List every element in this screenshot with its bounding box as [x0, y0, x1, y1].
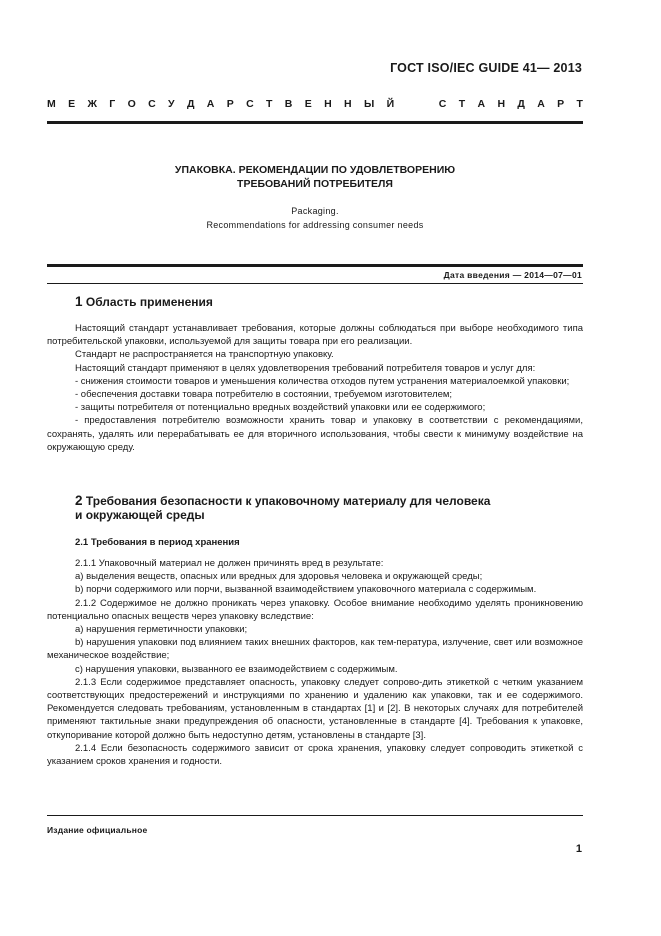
banner-letter: Ы — [363, 98, 375, 110]
section-2-body — [47, 557, 583, 768]
list-item: а) выделения веществ, опасных или вредных для здоровья человека и окружающей среды; — [75, 571, 483, 583]
standard-banner — [47, 98, 583, 110]
paragraph: 2.1.2 Содержимое не должно проникать через упаковку. Особое внимание необходимо уделять проникновению потенциально опасных веществ через упаковку вследствие: — [47, 597, 583, 622]
english-title — [47, 204, 583, 232]
banner-letter: О — [127, 98, 136, 110]
section-number: 1 — [75, 294, 83, 309]
title-rule — [47, 264, 583, 267]
banner-letter: А — [477, 98, 486, 110]
banner-letter: Н — [344, 98, 352, 110]
banner-letter: Р — [226, 98, 234, 110]
section-heading-text: Область применения — [85, 295, 213, 309]
paragraph: Стандарт не распространяется на транспортную упаковку. — [75, 349, 334, 361]
banner-letter: Е — [304, 98, 312, 110]
banner-letter: Й — [386, 98, 395, 110]
banner-letter: Г — [109, 98, 116, 110]
document-code: ГОСТ ISO/IEC GUIDE 41— 2013 — [390, 61, 582, 75]
list-item: b) нарушения упаковки под влиянием таких внешних факторов, как тем-пература, излучение, свет или возможное механическое воздействие; — [47, 637, 583, 662]
banner-letter: Д — [186, 98, 195, 110]
paragraph: 2.1.4 Если безопасность содержимого зависит от срока хранения, упаковку следует сопроводить этикеткой с указанием сроков хранения и годности. — [47, 742, 583, 768]
intro-date: Дата введения — 2014—07—01 — [443, 270, 582, 280]
section-1-body — [47, 322, 583, 454]
banner-letter: А — [537, 98, 545, 110]
edition-label: Издание официальное — [47, 825, 148, 835]
banner-letter: М — [47, 98, 56, 110]
footer-rule — [47, 815, 583, 816]
banner-letter: А — [206, 98, 215, 110]
banner-letter: Н — [497, 98, 506, 110]
banner-letter: Д — [517, 98, 525, 110]
banner-letter: Ж — [87, 98, 97, 110]
banner-letter: Т — [458, 98, 466, 110]
banner-letter: Р — [557, 98, 565, 110]
banner-letter: С — [438, 98, 447, 110]
banner-letter: Н — [324, 98, 332, 110]
section-number: 2 — [75, 493, 83, 508]
list-item: b) порчи содержимого или порчи, вызванной взаимодействием упаковочного материала с содержимым. — [75, 584, 537, 596]
paragraph: 2.1.3 Если содержимое представляет опасность, упаковку следует сопрово-дить этикеткой с четким указанием соответствующих предостережений и инструкциями по хранению и удалению как упаковки, так и ее содержимого. Рекомендуется следовать требованиям, установленным в стандартах [1] и [2]. В некоторых случаях для потребителей применяют тактильные знаки предупреждения об опасности, установленные в стандарте [4]. Требования к упаковке, откупоривание которой должно быть недоступно детям, установлены в стандарте [3]. — [47, 676, 583, 741]
list-item: c) нарушения упаковки, вызванного ее взаимодействием с содержимым. — [75, 663, 398, 675]
banner-letter: В — [284, 98, 293, 110]
banner-letter: Т — [576, 98, 583, 110]
list-item: - снижения стоимости товаров и уменьшения количества отходов путем устранения материалоемкой упаковки; — [75, 375, 570, 387]
banner-letter: Т — [266, 98, 273, 110]
page-number: 1 — [575, 843, 582, 855]
list-item: - предоставления потребителю возможности хранить товар и упаковку в соответствии с рекомендациями, сохранять, удалять или перерабатывать ее для вторичного использования, чтобы свести к минимуму воздействие на окружающую среду. — [47, 415, 583, 453]
banner-gap — [406, 98, 426, 110]
paragraph: Настоящий стандарт применяют в целях удовлетворения требований потребителя товаров и услуг для: — [75, 362, 536, 374]
section-1-heading — [75, 295, 583, 309]
banner-letter: С — [148, 98, 156, 110]
paragraph: Настоящий стандарт устанавливает требования, которые должны соблюдаться при выборе необходимого типа потребительской упаковки, используемой для защиты товара при его реализации. — [47, 323, 583, 348]
paragraph: 2.1.1 Упаковочный материал не должен причинять вред в результате: — [75, 558, 384, 569]
banner-letter: Е — [68, 98, 76, 110]
section-2-heading — [75, 494, 583, 522]
title-line: ТРЕБОВАНИЙ ПОТРЕБИТЕЛЯ — [237, 178, 393, 190]
english-title-line: Recommendations for addressing consumer needs — [206, 220, 424, 230]
list-item: а) нарушения герметичности упаковки; — [75, 624, 248, 636]
subsection-heading: 2.1 Требования в период хранения — [75, 537, 240, 548]
banner-letter: У — [168, 98, 175, 110]
section-heading-text: Требования безопасности к упаковочному материалу для человека — [85, 494, 491, 508]
section-heading-text: и окружающей среды — [75, 508, 205, 522]
banner-letter: С — [246, 98, 254, 110]
header-rule — [47, 121, 583, 124]
list-item: - обеспечения доставки товара потребителю в состоянии, требуемом изготовителем; — [75, 389, 453, 401]
date-rule — [47, 283, 583, 284]
title-line: УПАКОВКА. РЕКОМЕНДАЦИИ ПО УДОВЛЕТВОРЕНИЮ — [174, 164, 456, 176]
document-title — [47, 163, 583, 191]
list-item: - защиты потребителя от потенциально вредных воздействий упаковки или ее содержимого; — [75, 402, 486, 414]
english-title-line: Packaging. — [291, 206, 339, 216]
